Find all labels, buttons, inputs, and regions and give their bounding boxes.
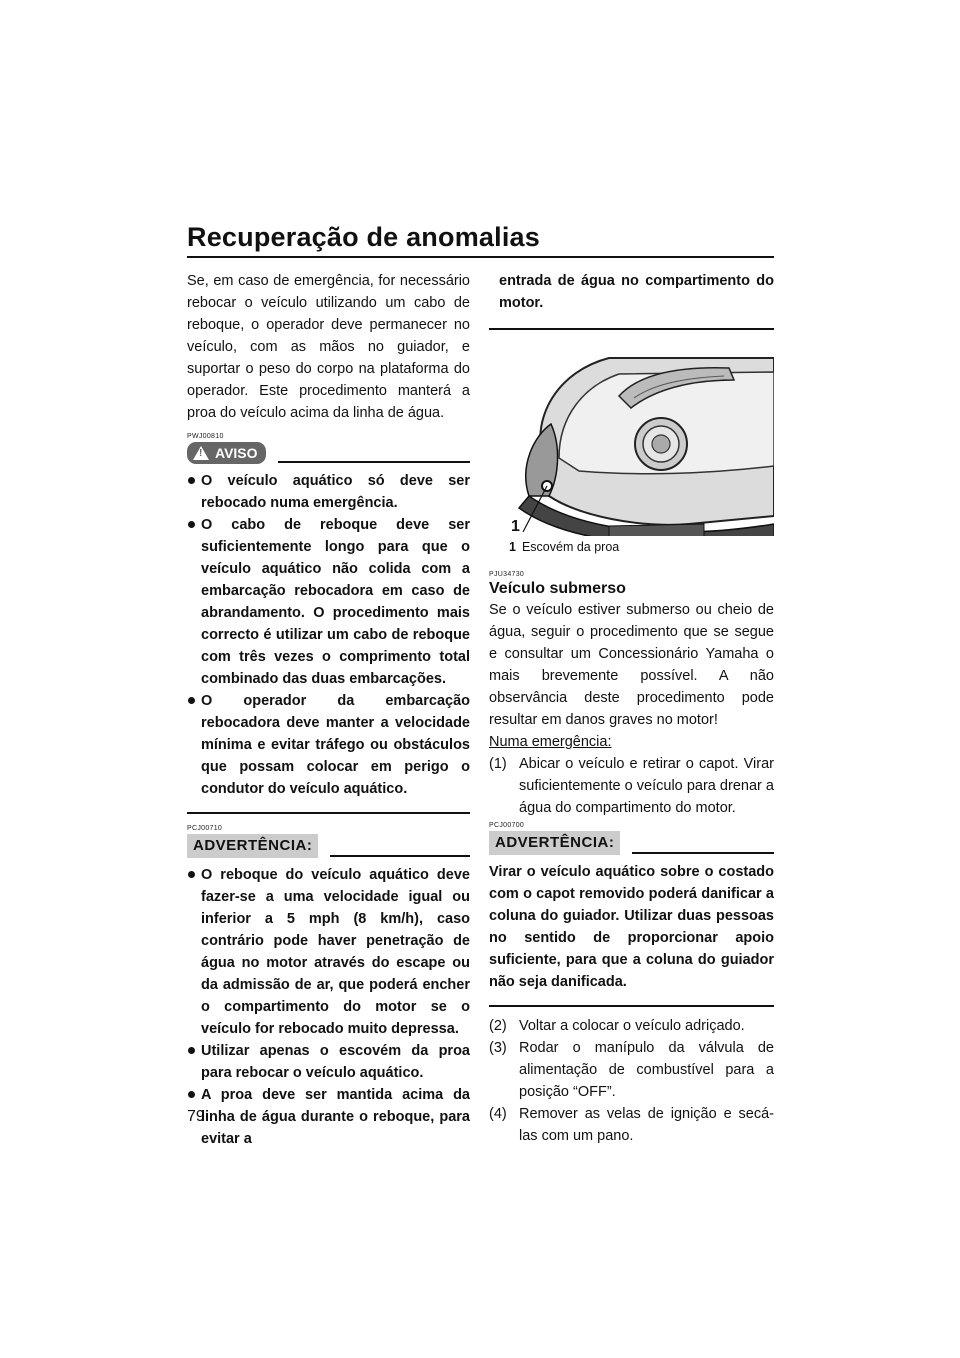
callout-number: 1 bbox=[511, 518, 520, 535]
aviso-label: AVISO bbox=[215, 445, 258, 461]
advertencia2-code: PCJ00700 bbox=[489, 822, 525, 829]
step-number: (3) bbox=[489, 1040, 507, 1056]
title-rule bbox=[187, 256, 774, 258]
caption-text: Escovém da proa bbox=[521, 540, 620, 554]
step-number: (2) bbox=[489, 1018, 507, 1034]
advertencia-continuation: entrada de água no compartimento do motor. bbox=[499, 273, 774, 311]
aviso-list bbox=[187, 470, 470, 800]
advertencia-list bbox=[187, 864, 470, 1150]
advertencia-label: ADVERTÊNCIA: bbox=[187, 834, 318, 858]
left-column bbox=[187, 270, 470, 1150]
list-item bbox=[489, 1103, 774, 1147]
step-list-1 bbox=[489, 753, 774, 819]
emergency-subheading: Numa emergência: bbox=[489, 734, 612, 750]
aviso-badge bbox=[187, 442, 266, 464]
intro-paragraph: Se, em caso de emergência, for necessário rebocar o veículo utilizando um cabo de reboque, o operador deve permanecer no veículo, com as mãos no guiador, e suportar o peso do corpo na plataforma do operador. Este procedimento manterá a proa do veículo acima da linha de água. bbox=[187, 273, 470, 421]
advertencia-end-rule bbox=[489, 328, 774, 330]
aviso-header bbox=[187, 442, 470, 464]
advertencia-header bbox=[187, 834, 470, 858]
list-item bbox=[489, 1015, 774, 1037]
list-item bbox=[489, 1037, 774, 1103]
list-item: O cabo de reboque deve ser suficientemente longo para que o veículo aquático não colida com a embarcação rebocadora em caso de abrandamento. O procedimento mais correcto é utilizar um cabo de reboque com três vezes o comprimento total combinado das duas embarcações. bbox=[187, 514, 470, 690]
advertencia-rule bbox=[330, 855, 470, 857]
figure-caption bbox=[489, 538, 774, 556]
list-item bbox=[489, 753, 774, 819]
advertencia2-text: Virar o veículo aquático sobre o costado com o capot removido poderá danificar a coluna do guiador. Utilizar duas pessoas no sentido de proporcionar apoio suficiente, para que a coluna do guiador não seja danificada. bbox=[489, 864, 774, 990]
list-item: O reboque do veículo aquático deve fazer-se a uma velocidade igual ou inferior a 5 mph (8 km/h), caso contrário pode haver penetração de água no motor através do escape ou da admissão de ar, que poderá encher o compartimento do motor se o veículo for rebocado muito depressa. bbox=[187, 864, 470, 1040]
aviso-end-rule bbox=[187, 812, 470, 814]
caption-number: 1 bbox=[509, 540, 516, 554]
advertencia-code: PCJ00710 bbox=[187, 825, 223, 832]
step-text: Abicar o veículo e retirar o capot. Virar suficientemente o veículo para drenar a água do compartimento do motor. bbox=[519, 756, 774, 816]
step-number: (1) bbox=[489, 756, 507, 772]
advertencia2-header bbox=[489, 831, 774, 855]
step-list-2 bbox=[489, 1015, 774, 1147]
step-number: (4) bbox=[489, 1106, 507, 1122]
advertencia2-rule bbox=[632, 852, 774, 854]
bow-illustration bbox=[489, 346, 774, 536]
advertencia2-label: ADVERTÊNCIA: bbox=[489, 831, 620, 855]
advertencia2-end-rule bbox=[489, 1005, 774, 1007]
list-item: Utilizar apenas o escovém da proa para rebocar o veículo aquático. bbox=[187, 1040, 470, 1084]
section-body: Se o veículo estiver submerso ou cheio de água, seguir o procedimento que se segue e consultar um Concessionário Yamaha o mais brevemente possível. A não observância deste procedimento pode resultar em danos graves no motor! bbox=[489, 602, 774, 728]
right-column bbox=[489, 270, 774, 1147]
aviso-rule bbox=[278, 461, 470, 463]
page-number: 79 bbox=[187, 1108, 205, 1125]
bow-eye-figure bbox=[489, 346, 774, 536]
section-title: Veículo submerso bbox=[489, 580, 626, 597]
aviso-code: PWJ00810 bbox=[187, 433, 224, 440]
section-code: PJU34730 bbox=[489, 571, 525, 578]
list-item: O veículo aquático só deve ser rebocado numa emergência. bbox=[187, 470, 470, 514]
warning-triangle-icon: ! bbox=[193, 446, 209, 460]
page-title: Recuperação de anomalias bbox=[187, 222, 540, 252]
step-text: Remover as velas de ignição e secá-las com um pano. bbox=[519, 1106, 774, 1144]
list-item: A proa deve ser mantida acima da linha de água durante o reboque, para evitar a bbox=[187, 1084, 470, 1150]
step-text: Voltar a colocar o veículo adriçado. bbox=[519, 1018, 745, 1034]
step-text: Rodar o manípulo da válvula de alimentação de combustível para a posição “OFF”. bbox=[519, 1040, 774, 1100]
list-item: O operador da embarcação rebocadora deve manter a velocidade mínima e evitar tráfego ou obstáculos que possam colocar em perigo o condutor do veículo aquático. bbox=[187, 690, 470, 800]
